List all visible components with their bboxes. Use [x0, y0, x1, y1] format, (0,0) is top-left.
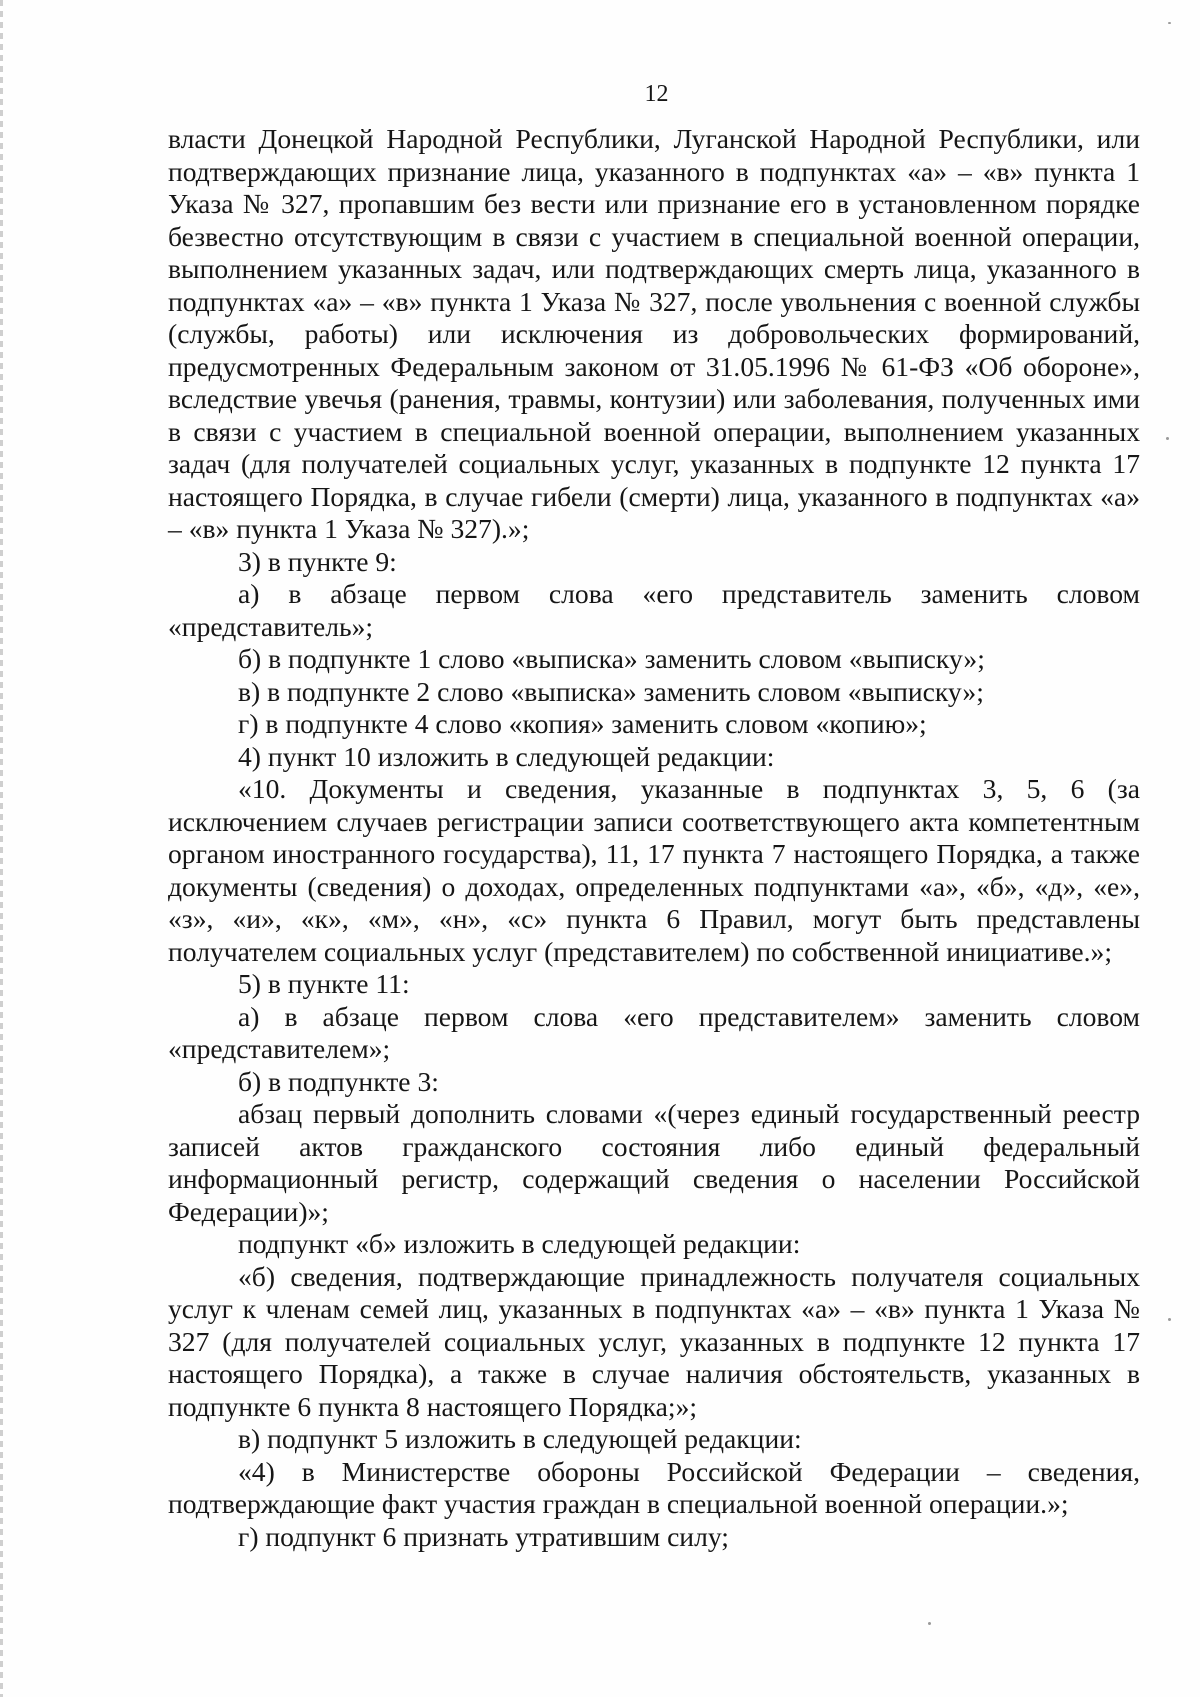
paragraph-2: 3) в пункте 9:: [238, 545, 397, 577]
scan-speck: [1168, 22, 1171, 24]
paragraph-4: б) в подпункте 1 слово «выписка» заменить словом «выписку»;: [238, 643, 985, 674]
paragraph-8: «10. Документы и сведения, указанные в подпунктах 3, 5, 6 (за исключением случаев регистрации записи соответствующего акта компетентным органом иностранного государства), 11, 17 пункта 7 настоящего Порядка, а также документы (сведения) о доходах, определенных подпунктами «а», «б», «д», «е», «з», «и», «к», «м», «н», «с» пункта 6 Правил, могут быть представлены получателем социальных услуг (представителем) по собственной инициативе.»;: [168, 773, 1140, 967]
paragraph-6: г) в подпункте 4 слово «копия» заменить словом «копию»;: [238, 708, 927, 739]
scan-speck: [1168, 1318, 1171, 1321]
paragraph-14: «б) сведения, подтверждающие принадлежность получателя социальных услуг к членам семей лиц, указанных в подпунктах «а» – «в» пункта 1 Указа № 327 (для получателей социальных услуг, указанных в подпункте 12 пункта 17 настоящего Порядка), а также в случае наличия обстоятельств, указанных в подпункте 6 пункта 8 настоящего Порядка;»;: [168, 1260, 1140, 1422]
paragraph-7: 4) пункт 10 изложить в следующей редакции:: [238, 740, 775, 772]
paragraph-5: в) в подпункте 2 слово «выписка» заменить словом «выписку»;: [238, 675, 984, 707]
scan-speck: [1166, 437, 1169, 440]
paragraph-17: г) подпункт 6 признать утратившим силу;: [238, 1520, 729, 1552]
paragraph-16: «4) в Министерстве обороны Российской Федерации – сведения, подтверждающие факт участия граждан в специальной военной операции.»;: [168, 1455, 1140, 1519]
paragraph-9: 5) в пункте 11:: [238, 968, 410, 999]
paragraph-12: абзац первый дополнить словами «(через единый государственный реестр записей актов гражданского состояния либо единый федеральный информационный регистр, содержащий сведения о населении Российской Федерации)»;: [168, 1098, 1140, 1227]
page-number: 12: [644, 81, 669, 107]
paragraph-13: подпункт «б» изложить в следующей редакции:: [238, 1228, 801, 1259]
paragraph-15: в) подпункт 5 изложить в следующей редакции:: [238, 1423, 802, 1454]
scan-speck: [928, 1622, 931, 1625]
paragraph-10: а) в абзаце первом слова «его представителем» заменить словом «представителем»;: [168, 1000, 1140, 1064]
paragraph-3: а) в абзаце первом слова «его представитель заменить словом «представитель»;: [168, 578, 1140, 642]
paragraph-11: б) в подпункте 3:: [238, 1065, 439, 1097]
document-body: [168, 123, 1140, 1553]
scan-edge: [0, 0, 3, 1697]
paragraph-1: власти Донецкой Народной Республики, Луганской Народной Республики, или подтверждающих признание лица, указанного в подпунктах «а» – «в» пункта 1 Указа № 327, пропавшим без вести или признание его в установленном порядке безвестно отсутствующим в связи с участием в специальной военной операции, выполнением указанных задач, или подтверждающих смерть лица, указанного в подпунктах «а» – «в» пункта 1 Указа № 327, после увольнения с военной службы (службы, работы) или исключения из добровольческих формирований, предусмотренных Федеральным законом от 31.05.1996 № 61-ФЗ «Об обороне», вследствие увечья (ранения, травмы, контузии) или заболевания, полученных ими в связи с участием в специальной военной операции, выполнением указанных задач (для получателей социальных услуг, указанных в подпункте 12 пункта 17 настоящего Порядка, в случае гибели (смерти) лица, указанного в подпунктах «а» – «в» пункта 1 Указа № 327).»;: [168, 123, 1140, 544]
